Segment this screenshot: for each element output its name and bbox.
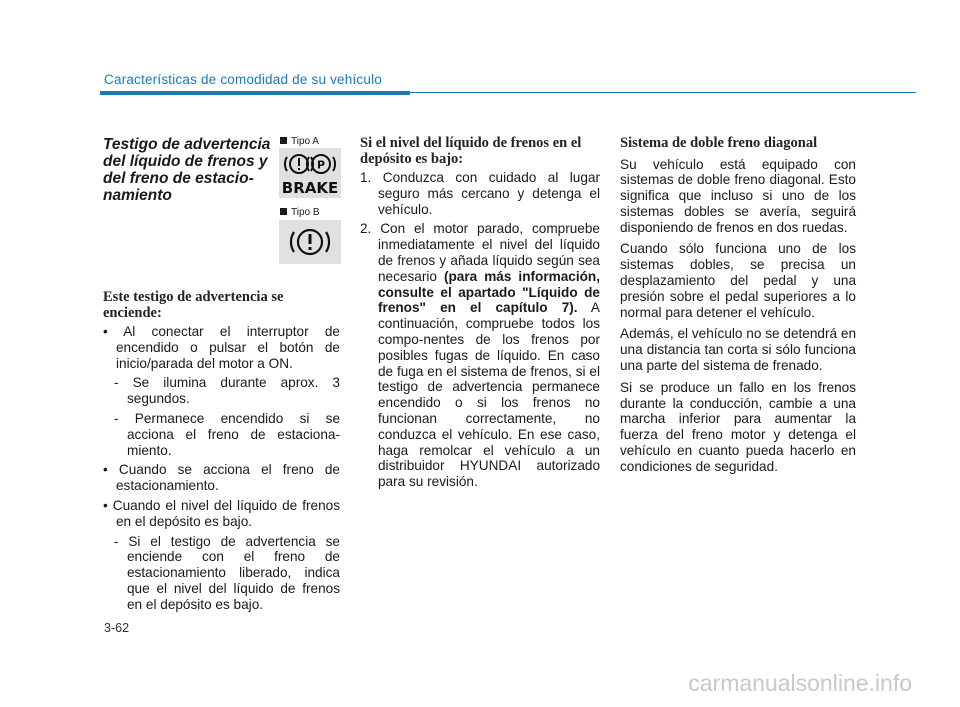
type-b-label: Tipo B bbox=[280, 207, 320, 218]
page-number: 3-62 bbox=[104, 621, 130, 635]
subheading-doble-freno: Sistema de doble freno diagonal bbox=[620, 135, 818, 151]
list-item: • Al conectar el interruptor de encendido o pulsar el botón de inicio/parada del motor a ON. bbox=[103, 324, 340, 371]
list-item: • Cuando se acciona el freno de estacionamiento. bbox=[103, 462, 340, 494]
list-item: - Permanece encendido si se acciona el freno de estaciona-miento. bbox=[114, 410, 340, 458]
paragraph: Además, el vehículo no se detendrá en una distancia tan corta si sólo funciona una parte del sistema de frenado. bbox=[620, 326, 856, 374]
paragraph: Cuando sólo funciona uno de los sistemas dobles, se precisa un desplazamiento del pedal y una presión sobre el pedal superiores a lo normal para detener el vehículo. bbox=[620, 241, 856, 320]
watermark: carmanualsonline.info bbox=[688, 670, 912, 696]
brake-word: BRAKE bbox=[281, 179, 339, 197]
list-item: - Si el testigo de advertencia se enciende con el freno de estacionamiento liberado, indica que el nivel del líquido de frenos en el depósito es bajo. bbox=[114, 533, 340, 612]
subheading-nivel-bajo: Si el nivel del líquido de frenos en el depósito es bajo: bbox=[360, 135, 582, 167]
list-item: - Se ilumina durante aprox. 3 segundos. bbox=[114, 375, 340, 407]
list-item: • Cuando el nivel del líquido de frenos en el depósito es bajo. bbox=[103, 497, 340, 529]
list-item: 1. Conduzca con cuidado al lugar seguro más cercano y detenga el vehículo. bbox=[360, 170, 600, 217]
exclamation-warning-icon bbox=[279, 220, 341, 264]
type-a-label: Tipo A bbox=[280, 136, 319, 147]
column-2 bbox=[360, 136, 600, 494]
paragraph: Si se produce un fallo en los frenos durante la conducción, cambie a una marcha inferior para aumentar la fuerza del freno motor y detenga el vehículo en cuanto pueda hacerlo en condiciones de seguridad. bbox=[620, 379, 856, 474]
header-bar bbox=[100, 91, 410, 95]
header-title: Características de comodidad de su vehículo bbox=[104, 72, 382, 87]
svg-text:P: P bbox=[316, 158, 326, 172]
header-line bbox=[410, 92, 916, 93]
paragraph: Su vehículo está equipado con sistemas de doble freno diagonal. Esto significa que incluso si uno de los sistemas dobles se avería, seguirá disponiendo de frenos en dos ruedas. bbox=[620, 156, 856, 235]
list-item: 2. Con el motor parado, compruebe inmediatamente el nivel del líquido de frenos y añada líquido según sea necesario (para más información, consulte el apartado "Líquido de frenos" en el capítulo 7). A continuación, compruebe todos los compo-nentes de los frenos por posibles fugas de líquido. En caso de fuga en el sistema de frenos, si el testigo de advertencia permanece encendido o si los frenos no funcionan correctamente, no conduzca el vehículo. En ese caso, haga remolcar el vehículo a un distribuidor HYUNDAI autorizado para su revisión. bbox=[360, 221, 600, 490]
subheading-enciende: Este testigo de advertencia se enciende: bbox=[103, 289, 284, 321]
column-3 bbox=[620, 136, 856, 481]
brake-warning-icon bbox=[279, 148, 341, 198]
section-title: Testigo de advertencia del líquido de frenos y del freno de estacio-namiento bbox=[103, 136, 271, 204]
